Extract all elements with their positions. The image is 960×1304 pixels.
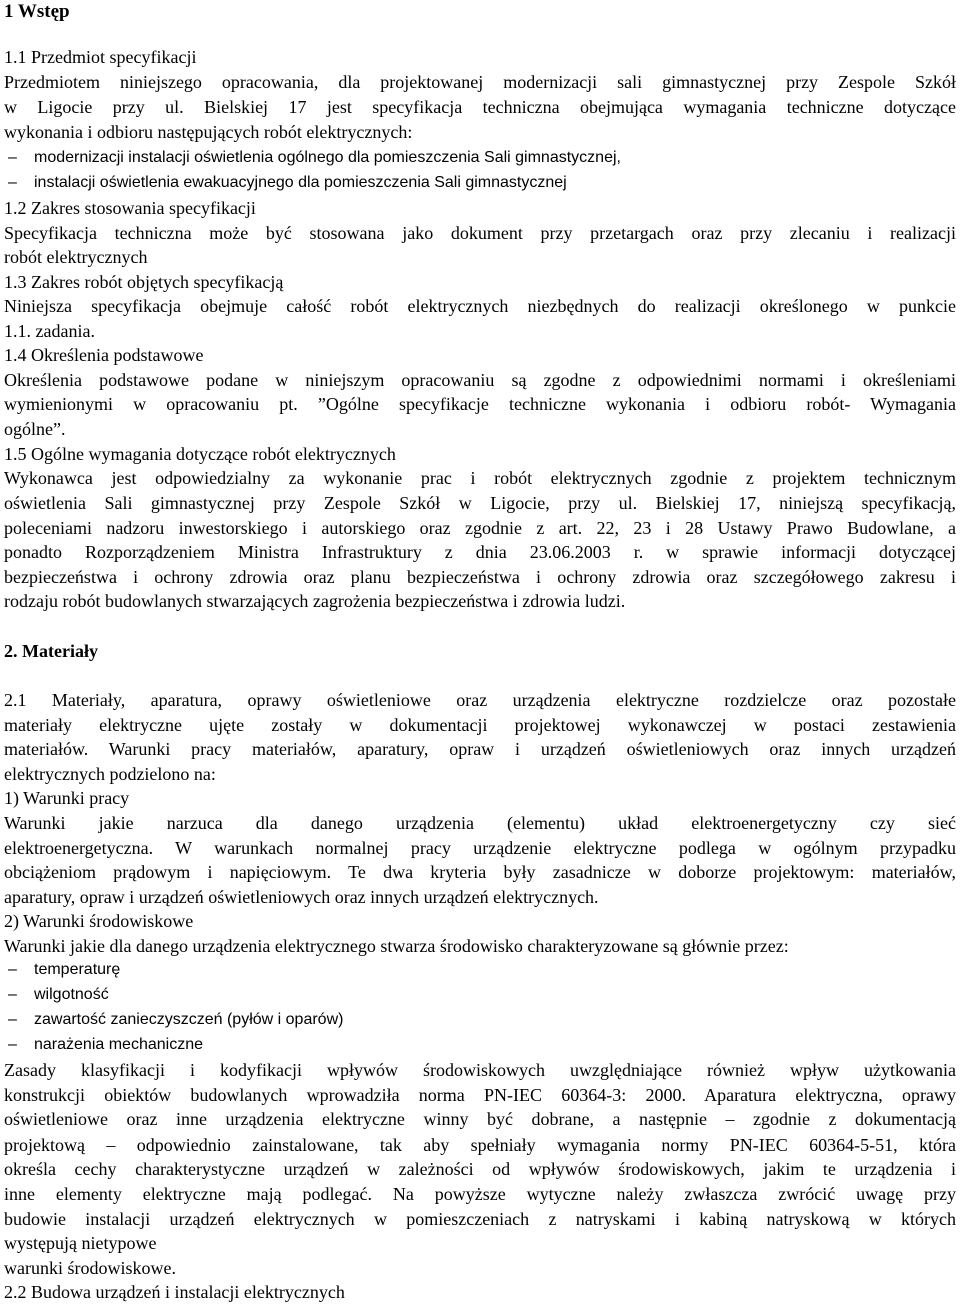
bullet-dash: – xyxy=(8,174,17,191)
text-line: Specyfikacja techniczna może być stosowana jako dokument przy przetargach oraz przy zlecaniu i realizacji xyxy=(4,223,956,243)
bullet-dash: – xyxy=(8,149,17,166)
bullet-text: zawartość zanieczyszczeń (pyłów i oparów) xyxy=(34,1011,344,1028)
text-line: występują nietypowe xyxy=(4,1233,157,1253)
subsection-heading: 1.2 Zakres stosowania specyfikacji xyxy=(4,198,256,218)
bullet-text: narażenia mechaniczne xyxy=(34,1036,203,1053)
bullet-dash: – xyxy=(8,1036,17,1053)
text-line: ogólne”. xyxy=(4,419,66,439)
bullet-item xyxy=(8,1033,956,1057)
text-line: robót elektrycznych xyxy=(4,247,148,267)
bullet-dash: – xyxy=(8,961,17,978)
text-line: Warunki jakie dla danego urządzenia elektrycznego stwarza środowisko charakteryzowane są głównie przez: xyxy=(4,936,789,956)
text-line: wymienionymi w opracowaniu pt. ”Ogólne specyfikacje techniczne wykonania i odbioru robót- Wymagania xyxy=(4,394,956,414)
bullet-dash: – xyxy=(8,986,17,1003)
bullet-item xyxy=(8,1008,956,1032)
bullet-text: wilgotność xyxy=(34,986,109,1003)
text-line: oświetleniowe oraz inne urządzenia elektryczne winny być dobrane, a następnie – zgodnie z dokumentacją xyxy=(4,1109,956,1129)
text-line: poleceniami nadzoru inwestorskiego i autorskiego oraz zgodnie z art. 22, 23 i 28 Ustawy Prawo Budowlane, a xyxy=(4,518,956,538)
text-line: Określenia podstawowe podane w niniejszym opracowaniu są zgodne z odpowiednimi normami i określeniami xyxy=(4,370,956,390)
section-heading: 2. Materiały xyxy=(4,641,98,661)
bullet-item xyxy=(8,171,956,195)
bullet-item xyxy=(8,983,956,1007)
text-line: 2.1 Materiały, aparatura, oprawy oświetleniowe oraz urządzenia elektryczne rozdzielcze oraz pozostałe xyxy=(4,690,956,710)
text-line: budowie instalacji urządzeń elektrycznych w pomieszczeniach z natryskami i kabiną natryskową w których xyxy=(4,1209,956,1229)
text-line: materiały elektryczne ujęte zostały w dokumentacji projektowej wykonawczej w postaci zestawienia xyxy=(4,715,956,735)
text-line: inne elementy elektryczne mają podlegać. Na powyższe wytyczne należy zwłaszcza zwrócić uwagę przy xyxy=(4,1184,956,1204)
text-line: Zasady klasyfikacji i kodyfikacji wpływów środowiskowych uwzględniające również wpływ użytkowania xyxy=(4,1060,956,1080)
text-line: rodzaju robót budowlanych stwarzających zagrożenia bezpieczeństwa i zdrowia ludzi. xyxy=(4,591,626,611)
text-line: 1) Warunki pracy xyxy=(4,788,130,808)
section-heading: 1 Wstęp xyxy=(4,1,70,22)
text-line: Przedmiotem niniejszego opracowania, dla projektowanej modernizacji sali gimnastycznej przy Zespole Szkół xyxy=(4,72,956,92)
subsection-heading: 1.1 Przedmiot specyfikacji xyxy=(4,47,197,67)
text-line: Niniejsza specyfikacja obejmuje całość robót elektrycznych niezbędnych do realizacji określonego w punkcie xyxy=(4,296,956,316)
bullet-text: temperaturę xyxy=(34,961,121,978)
text-line: wykonania i odbioru następujących robót elektrycznych: xyxy=(4,122,413,142)
text-line: warunki środowiskowe. xyxy=(4,1258,176,1278)
bullet-text: modernizacji instalacji oświetlenia ogólnego dla pomieszczenia Sali gimnastycznej, xyxy=(34,149,621,166)
subsection-heading: 1.1. zadania. xyxy=(4,321,95,341)
text-line: w Ligocie przy ul. Bielskiej 17 jest specyfikacja techniczna obejmująca wymagania techniczne dotyczące xyxy=(4,97,956,117)
text-line: projektową – odpowiednio zainstalowane, tak aby spełniały wymagania normy PN-IEC 60364-5-51, która xyxy=(4,1135,956,1155)
text-line: 2) Warunki środowiskowe xyxy=(4,911,194,931)
text-line: ponadto Rozporządzeniem Ministra Infrastruktury z dnia 23.06.2003 r. w sprawie informacji dotyczącej xyxy=(4,542,956,562)
text-line: obciążeniom prądowym i napięciowym. Te dwa kryteria były zasadnicze w doborze projektowym: materiałów, xyxy=(4,862,956,882)
text-line: elektrycznych podzielono na: xyxy=(4,764,216,784)
text-line: konstrukcji obiektów budowlanych wprowadziła norma PN-IEC 60364-3: 2000. Aparatura elektryczna, oprawy xyxy=(4,1085,956,1105)
text-line: Wykonawca jest odpowiedzialny za wykonanie prac i robót elektrycznych zgodnie z projektem technicznym xyxy=(4,468,956,488)
bullet-dash: – xyxy=(8,1011,17,1028)
bullet-item xyxy=(8,146,956,170)
subsection-heading: 2.2 Budowa urządzeń i instalacji elektrycznych xyxy=(4,1282,345,1302)
subsection-heading: 1.5 Ogólne wymagania dotyczące robót elektrycznych xyxy=(4,444,396,464)
bullet-item xyxy=(8,958,956,982)
subsection-heading: 1.3 Zakres robót objętych specyfikacją xyxy=(4,272,284,292)
text-line: oświetlenia Sali gimnastycznej przy Zespole Szkół w Ligocie, przy ul. Bielskiej 17, niniejszą specyfikacją, xyxy=(4,493,956,513)
text-line: Warunki jakie narzuca dla danego urządzenia (elementu) układ elektroenergetyczny czy sieć xyxy=(4,813,956,833)
text-line: elektroenergetyczna. W warunkach normalnej pracy urządzenie elektryczne podlega w ogólnym przypadku xyxy=(4,838,956,858)
text-line: bezpieczeństwa i ochrony zdrowia oraz planu bezpieczeństwa i ochrony zdrowia oraz szczegółowego zakresu i xyxy=(4,567,956,587)
subsection-heading: 1.4 Określenia podstawowe xyxy=(4,345,204,365)
text-line: aparatury, opraw i urządzeń oświetleniowych oraz innych urządzeń elektrycznych. xyxy=(4,887,599,907)
bullet-text: instalacji oświetlenia ewakuacyjnego dla pomieszczenia Sali gimnastycznej xyxy=(34,174,567,191)
text-line: materiałów. Warunki pracy materiałów, aparatury, opraw i urządzeń oświetleniowych oraz innych urządzeń xyxy=(4,739,956,759)
text-line: określa cechy charakterystyczne urządzeń w zależności od wpływów środowiskowych, jakim te urządzenia i xyxy=(4,1159,956,1179)
